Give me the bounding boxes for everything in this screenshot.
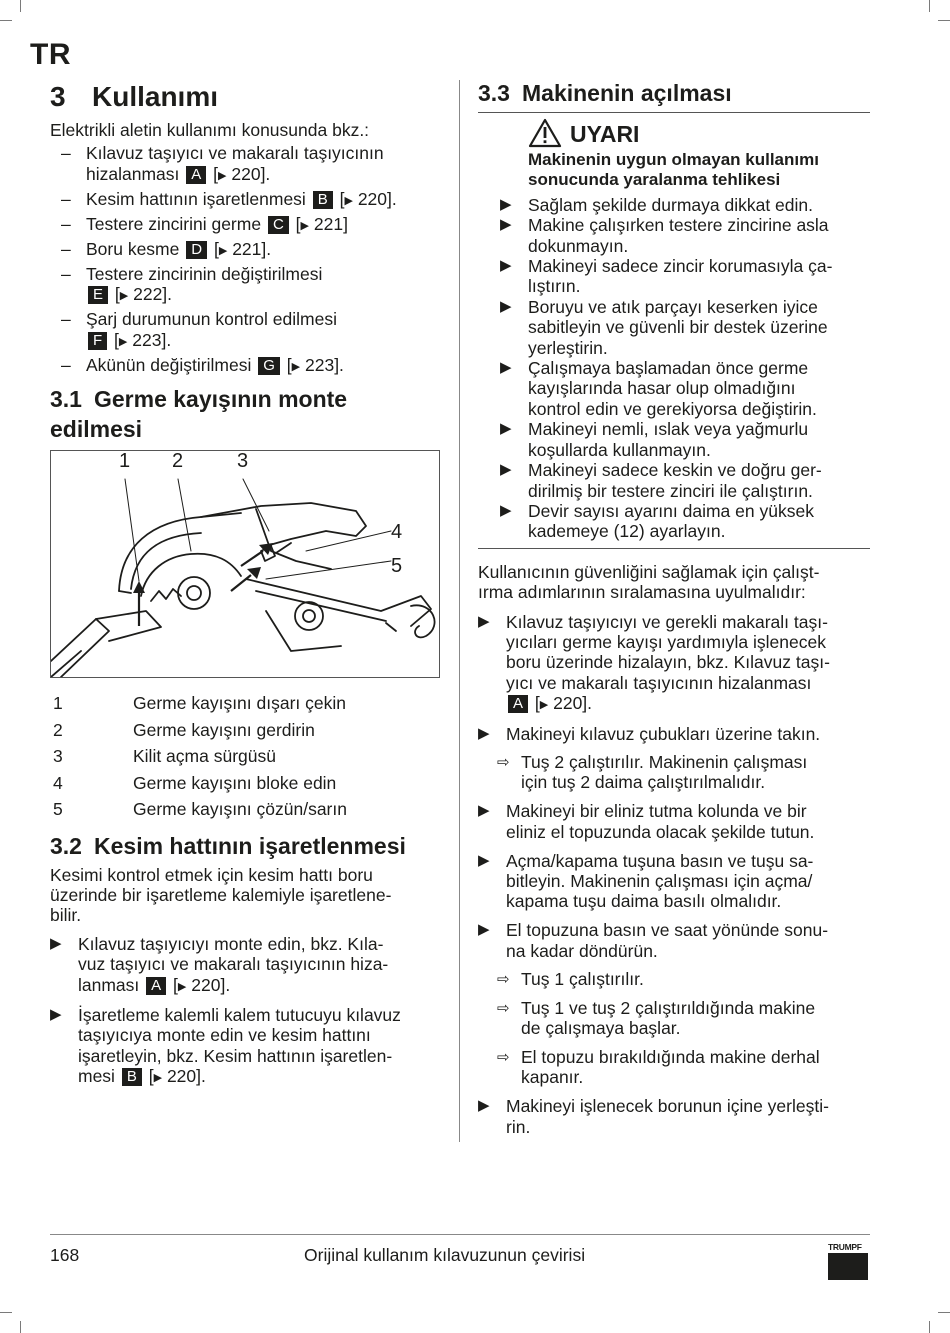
step-arrow-icon: ▶ <box>500 501 512 519</box>
text-line: kapanır. <box>521 1067 584 1088</box>
warning-item <box>478 297 870 358</box>
figure-drawing <box>51 451 439 677</box>
section-3-2-steps <box>50 934 440 1089</box>
page-reference: 223]. <box>132 329 172 350</box>
section-title: Germe kayışının monte edilmesi <box>50 386 348 443</box>
page-arrow-icon: ▶ <box>119 290 129 303</box>
reference-badge: F <box>88 332 107 350</box>
figure-label-1: 1 <box>119 450 131 473</box>
result-item <box>478 998 870 1039</box>
step-item <box>478 612 870 716</box>
step-item <box>478 801 870 842</box>
page-reference: 220]. <box>231 163 271 184</box>
reference-list <box>50 143 440 377</box>
step-arrow-icon: ▶ <box>50 934 62 952</box>
text-line: Makineyi nemli, ıslak veya yağmurlu <box>528 419 809 440</box>
column-divider <box>459 80 460 1142</box>
dash-marker: – <box>61 354 71 375</box>
legend-number: 2 <box>53 719 63 740</box>
dash-marker: – <box>61 238 71 259</box>
reference-badge: B <box>122 1068 142 1086</box>
legend-number: 4 <box>53 772 63 793</box>
footer-rule <box>50 1234 870 1235</box>
warning-item <box>478 460 870 501</box>
text-line: Devir sayısı ayarını daima en yüksek <box>528 500 814 521</box>
page-reference: 220]. <box>166 1066 206 1087</box>
text-line: Kılavuz taşıyıcıyı monte edin, bkz. Kıla- <box>78 933 384 954</box>
reference-badge: E <box>88 286 108 304</box>
bracket: [ <box>173 974 178 995</box>
crop-mark <box>929 0 930 12</box>
crop-mark <box>938 1312 950 1313</box>
text-line: taşıyıcıya monte edin ve kesim hattını <box>78 1025 371 1046</box>
result-item <box>478 752 870 793</box>
text-line: boru üzerinde hizalayın, bkz. Kılavuz taşı- <box>506 652 830 673</box>
page-arrow-icon: ▶ <box>218 169 227 182</box>
crop-mark <box>929 1321 930 1333</box>
logo-text: TRUMPF <box>828 1242 862 1252</box>
reference-list-item <box>50 189 440 211</box>
text-line: için tuş 2 daima çalıştırılmalıdır. <box>521 772 766 793</box>
page-reference: 220]. <box>357 188 397 209</box>
reference-badge: G <box>258 357 280 375</box>
step-arrow-icon: ▶ <box>478 1097 490 1115</box>
crop-mark <box>0 20 12 21</box>
text-line: lanması <box>78 974 140 995</box>
text-line: hizalanması <box>86 163 180 184</box>
text-line: de çalışmaya başlar. <box>521 1017 681 1038</box>
reference-badge: C <box>268 216 289 234</box>
text-line: Sağlam şekilde durmaya dikkat edin. <box>528 194 814 215</box>
legend-text: Germe kayışını çözün/sarın <box>133 799 347 820</box>
text-line: kademeye (12) ayarlayın. <box>528 521 726 542</box>
text-line: ırma adımlarının sıralamasına uyulmalıdır: <box>478 582 806 603</box>
text-line: Makinenin uygun olmayan kullanımı <box>528 150 819 169</box>
text-line: Tuş 1 ve tuş 2 çalıştırıldığında makine <box>521 997 816 1018</box>
bracket: [ <box>295 213 301 234</box>
legend-text: Germe kayışını bloke edin <box>133 772 337 793</box>
step-arrow-icon: ▶ <box>50 1005 62 1023</box>
step-item <box>478 851 870 912</box>
text-line: sabitleyin ve güvenli bir destek üzerine <box>528 317 828 338</box>
page-arrow-icon: ▶ <box>300 219 309 232</box>
result-arrow-icon: ⇨ <box>497 970 510 988</box>
result-arrow-icon: ⇨ <box>497 1048 510 1066</box>
legend-row <box>50 770 440 797</box>
text-line: Tuş 2 çalıştırılır. Makinenin çalışması <box>521 751 808 772</box>
step-arrow-icon: ▶ <box>500 359 512 377</box>
legend-text: Germe kayışını gerdirin <box>133 719 315 740</box>
warning-box <box>478 112 870 549</box>
text-line: yıcıları germe kayışı yardımıyla işlenecek <box>506 631 826 652</box>
bracket: [ <box>114 284 120 305</box>
step-item <box>478 724 870 744</box>
text-line: dirilmiş bir testere zinciri ile çalıştırın. <box>528 480 813 501</box>
result-list <box>478 969 870 1088</box>
text-line: yıcı ve makaralı taşıyıcının hizalanması <box>506 672 812 693</box>
text-line: sonucunda yaralanma tehlikesi <box>528 170 781 190</box>
page-arrow-icon: ▶ <box>153 1072 163 1085</box>
text-line: yerleştirin. <box>528 337 608 358</box>
text-line: koşullarda kullanmayın. <box>528 439 711 460</box>
page-arrow-icon: ▶ <box>344 194 353 207</box>
text-line: Boru kesme <box>86 238 180 259</box>
figure-label-3: 3 <box>237 450 249 473</box>
bracket: [ <box>339 188 345 209</box>
warning-item <box>478 195 870 215</box>
warning-item <box>478 501 870 542</box>
legend-row <box>50 796 440 823</box>
bracket: [ <box>213 163 219 184</box>
reference-badge: A <box>146 977 166 995</box>
bracket: [ <box>286 354 292 375</box>
text-line: İşaretleme kalemli kalem tutucuyu kılavuz <box>78 1004 401 1025</box>
dash-marker: – <box>61 188 71 209</box>
figure-label-2: 2 <box>172 450 184 473</box>
section-3-2-heading <box>50 831 440 861</box>
text-line: Şarj durumunun kontrol edilmesi <box>86 309 337 330</box>
step-item <box>50 934 440 997</box>
text-line: Makineyi sadece zincir korumasıyla ça- <box>528 256 833 277</box>
crop-mark <box>938 20 950 21</box>
page-reference: 220]. <box>191 974 231 995</box>
warning-subtitle <box>478 150 870 191</box>
crop-mark <box>20 0 21 12</box>
text-line: bitleyin. Makinenin çalışması için açma/ <box>506 871 813 891</box>
text-line: Kullanıcının güvenliğini sağlamak için çalışt- <box>478 561 820 582</box>
warning-list <box>478 195 870 542</box>
text-line: Makineyi sadece keskin ve doğru ger- <box>528 460 822 481</box>
step-arrow-icon: ▶ <box>500 216 512 234</box>
reference-list-item <box>50 214 440 236</box>
step-arrow-icon: ▶ <box>478 921 490 939</box>
page-reference: 223]. <box>305 354 344 375</box>
section-title: Makinenin açılması <box>522 80 732 106</box>
text-line: vuz taşıyıcı ve makaralı taşıyıcının hiza- <box>78 954 389 975</box>
page-arrow-icon: ▶ <box>177 980 187 993</box>
section-3-3-steps <box>478 612 870 1137</box>
text-line: Makineyi işlenecek borunun içine yerleşti- <box>506 1096 829 1117</box>
dash-marker: – <box>61 263 71 284</box>
crop-mark <box>0 1312 12 1313</box>
page-reference: 221] <box>313 213 348 234</box>
section-3-1-heading <box>50 384 440 444</box>
step-arrow-icon: ▶ <box>478 725 490 743</box>
dash-marker: – <box>61 143 71 164</box>
legend-row <box>50 743 440 770</box>
text-line: kontrol edin ve gerekiyorsa değiştirin. <box>528 398 817 419</box>
reference-list-item <box>50 355 440 377</box>
page-number: 168 <box>50 1245 80 1265</box>
figure-legend <box>50 690 440 823</box>
step-arrow-icon: ▶ <box>478 612 490 630</box>
section-number: 3 <box>50 81 66 112</box>
bracket: [ <box>213 238 219 259</box>
warning-item <box>478 215 870 256</box>
page-arrow-icon: ▶ <box>291 360 301 373</box>
text-line: El topuzuna basın ve saat yönünde sonu- <box>506 920 829 941</box>
legend-text: Kilit açma sürgüsü <box>133 746 276 767</box>
section-3-heading <box>50 78 440 120</box>
step-item <box>50 1005 440 1089</box>
bracket: [ <box>534 693 540 714</box>
result-arrow-icon: ⇨ <box>497 999 510 1017</box>
step-arrow-icon: ▶ <box>500 461 512 479</box>
reference-badge: A <box>186 166 206 184</box>
step-arrow-icon: ▶ <box>500 195 512 213</box>
reference-badge: A <box>508 695 528 713</box>
section-number: 3.3 <box>478 80 510 106</box>
page-arrow-icon: ▶ <box>218 244 228 257</box>
tension-strap-figure <box>50 450 440 678</box>
text-line: Makineyi kılavuz çubukları üzerine takın. <box>506 724 821 745</box>
text-line: Testere zincirini germe <box>86 213 262 234</box>
warning-item <box>478 419 870 460</box>
step-arrow-icon: ▶ <box>478 851 490 869</box>
text-line: rin. <box>506 1116 531 1137</box>
reference-list-item <box>50 239 440 261</box>
warning-item <box>478 256 870 297</box>
section-title: Kullanımı <box>92 81 219 112</box>
warning-heading <box>478 120 870 150</box>
page-arrow-icon: ▶ <box>539 699 549 712</box>
page-arrow-icon: ▶ <box>118 335 128 348</box>
legend-number: 5 <box>53 799 63 820</box>
reference-list-item <box>50 143 440 186</box>
section-3-intro: Elektrikli aletin kullanımı konusunda bkz.: <box>50 120 370 140</box>
step-arrow-icon: ▶ <box>500 297 512 315</box>
warning-heading-text: UYARI <box>570 121 640 147</box>
text-line: dokunmayın. <box>528 235 629 256</box>
text-line: mesi <box>78 1066 115 1087</box>
language-code: TR <box>30 38 71 71</box>
text-line: Makine çalışırken testere zincirine asla <box>528 215 829 236</box>
text-line: Kılavuz taşıyıcıyı ve gerekli makaralı taşı- <box>506 611 828 632</box>
text-line: Akünün değiştirilmesi <box>86 354 252 375</box>
page-reference: 222]. <box>133 284 173 305</box>
text-line: na kadar döndürün. <box>506 940 658 961</box>
legend-row <box>50 690 440 717</box>
reference-list-item <box>50 309 440 352</box>
text-line: Makineyi bir eliniz tutma kolunda ve bir <box>506 801 807 822</box>
text-line: Çalışmaya başlamadan önce germe <box>528 358 809 379</box>
text-line: lıştırın. <box>528 276 581 297</box>
text-line: Kılavuz taşıyıcı ve makaralı taşıyıcının <box>86 143 384 164</box>
step-arrow-icon: ▶ <box>500 420 512 438</box>
text-line: kayışlarında hasar olup olmadığını <box>528 378 796 399</box>
figure-label-5: 5 <box>391 555 403 578</box>
result-list <box>478 752 870 793</box>
reference-badge: D <box>186 241 207 259</box>
section-title: Kesim hattının işaretlenmesi <box>94 832 406 859</box>
text-line: Boruyu ve atık parçayı keserken iyice <box>528 296 818 317</box>
reference-list-item <box>50 264 440 307</box>
bracket: [ <box>148 1066 154 1087</box>
step-arrow-icon: ▶ <box>478 802 490 820</box>
section-3-3-heading <box>478 78 870 108</box>
right-column <box>478 78 870 1145</box>
text-line: Açma/kapama tuşuna basın ve tuşu sa- <box>506 850 814 871</box>
text-line: eliniz el topuzunda olacak şekilde tutun. <box>506 821 815 842</box>
result-arrow-icon: ⇨ <box>497 753 510 771</box>
text-line: Testere zincirinin değiştirilmesi <box>86 263 323 284</box>
legend-number: 3 <box>53 746 63 767</box>
legend-number: 1 <box>53 693 63 714</box>
warning-triangle-icon <box>528 118 562 148</box>
warning-item <box>478 358 870 419</box>
text-line: Kesim hattının işaretlenmesi <box>86 188 306 209</box>
result-item <box>478 969 870 989</box>
footer-title: Orijinal kullanım kılavuzunun çevirisi <box>304 1245 586 1265</box>
dash-marker: – <box>61 309 71 330</box>
section-3-3-intro <box>478 562 870 603</box>
text-line: bilir. <box>50 905 82 926</box>
text-line: işaretleyin, bkz. Kesim hattının işaretlen- <box>78 1045 393 1066</box>
dash-marker: – <box>61 213 71 234</box>
legend-text: Germe kayışını dışarı çekin <box>133 693 346 714</box>
trumpf-logo <box>828 1243 868 1280</box>
step-item <box>478 920 870 961</box>
text-line: Tuş 1 çalıştırılır. <box>521 968 644 989</box>
section-3-2-intro <box>50 865 440 926</box>
step-arrow-icon: ▶ <box>500 257 512 275</box>
crop-mark <box>20 1321 21 1333</box>
text-line: El topuzu bırakıldığında makine derhal <box>521 1046 820 1067</box>
text-line: üzerinde bir işaretleme kalemiyle işaretlene- <box>50 884 392 905</box>
page-reference: 221]. <box>232 238 272 259</box>
left-column <box>50 78 440 1097</box>
legend-row <box>50 717 440 744</box>
text-line: Kesimi kontrol etmek için kesim hattı boru <box>50 864 373 885</box>
result-item <box>478 1047 870 1088</box>
reference-badge: B <box>313 191 333 209</box>
figure-label-4: 4 <box>391 521 403 544</box>
text-line: kapama tuşu daima basılı olmalıdır. <box>506 891 782 912</box>
section-number: 3.1 <box>50 386 82 413</box>
bracket: [ <box>114 329 119 350</box>
section-number: 3.2 <box>50 832 82 859</box>
page-reference: 220]. <box>553 693 593 714</box>
logo-block <box>828 1253 868 1280</box>
step-item <box>478 1096 870 1137</box>
